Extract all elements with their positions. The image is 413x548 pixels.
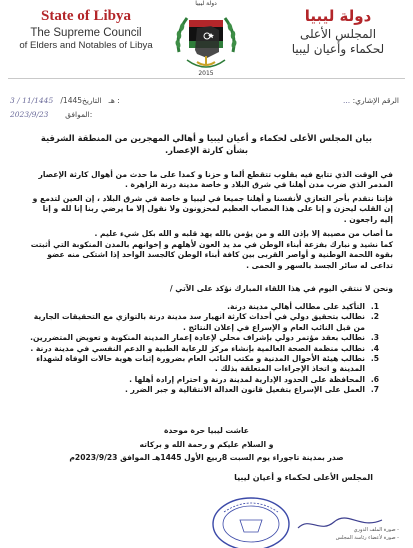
paragraph-2: فإننا نتقدم بأحر التعازي لأنفسنا و أهلنا جميعا في ليبيا و خاصة في شرق البلاد ، إن العين لتدمع و إن القلب ليحزن و إنا على هذا المصاب العظيم لمحزونون ولا نقول إلا ما يرضي ربنا إنا لله و إنا إليه راجعون . (32, 194, 393, 224)
letterhead-arabic (273, 8, 403, 57)
date-handwritten-value: 3 / 11/1445 (10, 96, 54, 105)
reference-number-value: ... (343, 96, 351, 105)
council-name-en-line1: The Supreme Council (30, 27, 142, 39)
list-item: 2. نطالب بتحقيق دولي في أحداث كارثة انهيار سد مدينة درنة بالتوازي مع التحقيقات الجارية من قبل النائب العام و الإسراع في إعلان النتائج . (33, 312, 379, 332)
corresponding-field (10, 110, 92, 119)
demands-list (28, 302, 379, 396)
list-item: 4. نطالب منظمة الصحة العالمية بإنشاء مركز للرعاية الطبية و الدعم النفسي في مدينة درنة . (30, 343, 379, 353)
copy-note-1: - صورة الملف الدوري (353, 527, 399, 533)
paragraph-1: في الوقت الذي تتابع فيه بقلوب تتقطع ألما و حزنا و كمدا على ما حدث من أهوال كارثة الإعصار المدمر الذي ضرب مدن أهلنا في شرق البلاد و خاصة مدينة درنة الزاهرة . (38, 170, 393, 190)
list-item: 3. نطالب بعقد مؤتمر دولي بإشراف محلي لإعادة إعمار المدينة المنكوبة و تعويض المتضررين. (30, 333, 379, 343)
council-name-ar-line1: المجلس الأعلى (299, 27, 377, 41)
council-emblem-icon (167, 0, 245, 78)
paragraph-4: كما نشيد و نبارك بفزعة أبناء الوطن في مد يد العون لأهلهم و إخوانهم بالمدن المنكوبة التي أثبتت بقوة اللحمة الوطنية و أواصر القربى بين كافة أبناء الوطن كالجسد الواحد إذا اشتكى منه عضو تداعى له سائر الجسد بالسهر و الحمى . (30, 240, 393, 270)
corresponding-label: الموافق: (65, 110, 93, 119)
reference-number-label: الرقم الإشاري: (352, 96, 399, 105)
letterhead-english (6, 8, 166, 52)
date-label: التاريخ : (82, 96, 120, 105)
copy-note-2: - صورة لأعضاء رئاسة المجلس (335, 535, 399, 541)
date-field (10, 96, 120, 105)
list-item: 7. العمل على الإسراع بتفعيل قانون العدالة الانتقالية و جبر الضرر . (125, 385, 379, 395)
paragraph-5: ونحن لا ننتقي اليوم في هذا اللقاء المبارك نؤكد على الآتي / (169, 284, 393, 293)
signatory: المجلس الأعلى لحكماء و أعيان ليبيا (234, 473, 373, 482)
council-name-en-line2: of Elders and Notables of Libya (19, 40, 153, 51)
paragraph-3: ما أصاب من مصيبة إلا بإذن الله و من يؤمن بالله يهد قلبه و الله بكل شيء عليم . (94, 229, 393, 238)
list-item: 5. نطالب هيئة الأحوال المدنية و مكتب النائب العام بضرورة إثبات هوية حالات الوفاة لشهداء المدينة و اتخاذ الإجراءات المتعلقة بذلك . (36, 354, 379, 374)
reference-number-field (343, 96, 399, 105)
header-divider (8, 78, 405, 79)
corresponding-value: 2023/9/23 (10, 110, 49, 119)
emblem-year: 2015 (198, 70, 214, 77)
council-name-ar-line2: لحكماء وأعيان ليبيا (291, 42, 385, 56)
list-item: 1. التأكيد على مطالب أهالي مدينة درنة. (227, 302, 379, 311)
closing-greeting: و السلام عليكم و رحمة الله و بركاته (139, 440, 274, 449)
list-item: 6. المحافظة على الحدود الإدارية لمدينة درنة و احترام إرادة أهلها . (129, 374, 379, 384)
closing-slogan: عاشت ليبيا حرة موحدة (164, 426, 249, 435)
state-title-en: State of Libya (41, 8, 131, 24)
statement-title: بيان المجلس الأعلى لحكماء و أعيان ليبيا و أهالي المهجرين من المنطقة الشرقية بشأن كارثة الإعصار. (40, 133, 373, 155)
date-suffix: /1445هـ (60, 96, 115, 105)
state-title-ar: دولة ليبيا (304, 7, 372, 25)
emblem-text: دولة ليبيا (195, 0, 217, 7)
issue-place-date: صدر بمدينة تاجوراء يوم السبت 8ربيع الأول 1445هـ الموافق 2023/9/23م (69, 453, 344, 462)
official-stamp-icon (206, 490, 296, 548)
